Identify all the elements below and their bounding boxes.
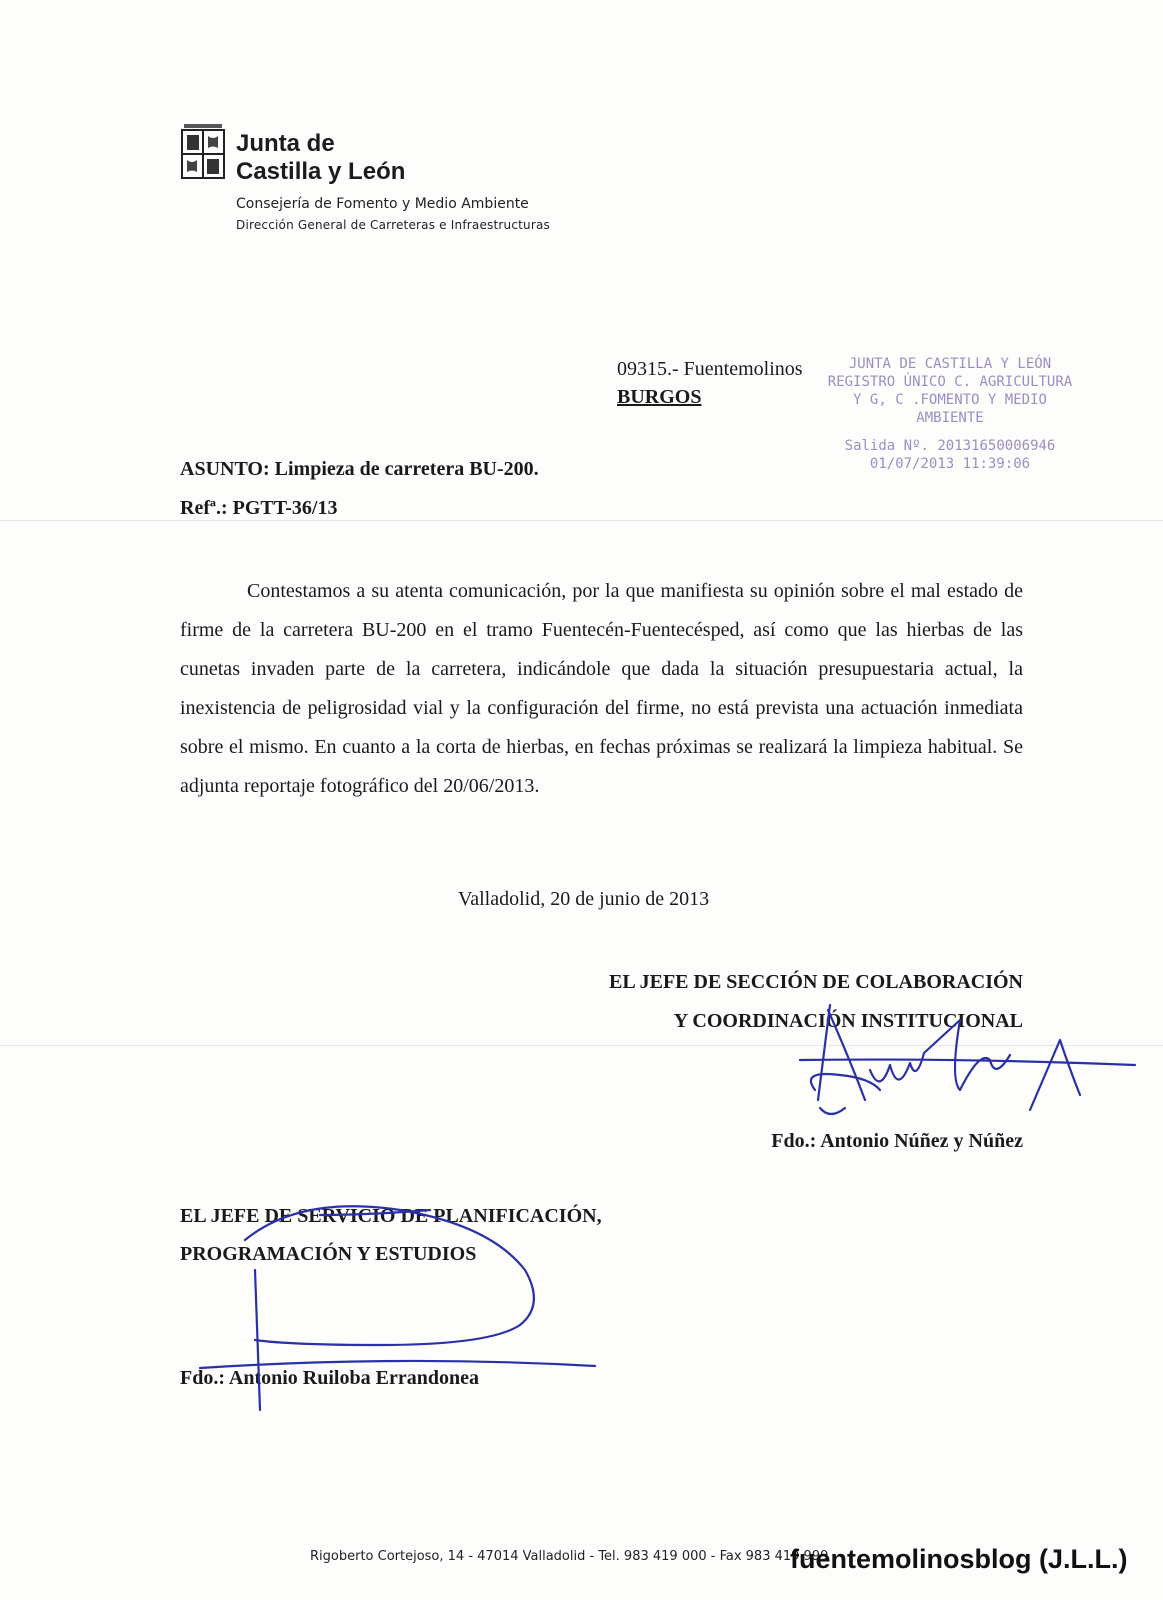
stamp-line: Y G, C .FOMENTO Y MEDIO xyxy=(853,392,1047,408)
signatory2-title-line1: EL JEFE DE SERVICIO DE PLANIFICACIÓN, xyxy=(180,1205,602,1227)
subject-line: ASUNTO: Limpieza de carretera BU-200. xyxy=(180,458,539,480)
fold-line xyxy=(0,1045,1163,1046)
reference-line: Refª.: PGTT-36/13 xyxy=(180,497,338,519)
fold-line xyxy=(0,520,1163,521)
org-line1: Junta de xyxy=(236,130,335,157)
addressee-line1: 09315.- Fuentemolinos xyxy=(617,358,803,380)
organization-name xyxy=(236,130,405,186)
stamp-line: REGISTRO ÚNICO C. AGRICULTURA xyxy=(827,374,1073,390)
department: Consejería de Fomento y Medio Ambiente xyxy=(236,196,529,212)
blog-watermark: fuentemolinosblog (J.L.L.) xyxy=(790,1544,1128,1574)
signatory1-title xyxy=(609,963,1023,1041)
signatory2-title-line2: PROGRAMACIÓN Y ESTUDIOS xyxy=(180,1243,477,1265)
letter-date: Valladolid, 20 de junio de 2013 xyxy=(458,888,710,910)
org-line2: Castilla y León xyxy=(236,158,406,185)
stamp-exit-number: Salida Nº. 20131650006946 xyxy=(844,438,1056,454)
signatory1-title-line1: EL JEFE DE SECCIÓN DE COLABORACIÓN xyxy=(609,971,1023,993)
signatory2-title xyxy=(180,1197,602,1273)
addressee-line2: BURGOS xyxy=(617,386,702,408)
signatory1-title-line2: Y COORDINACIÓN INSTITUCIONAL xyxy=(673,1010,1023,1032)
directorate: Dirección General de Carreteras e Infraestructuras xyxy=(236,218,550,232)
stamp-line: JUNTA DE CASTILLA Y LEÓN xyxy=(848,356,1052,372)
signatory2-name: Fdo.: Antonio Ruiloba Errandonea xyxy=(180,1367,479,1389)
footer-address: Rigoberto Cortejoso, 14 - 47014 Valladolid - Tel. 983 419 000 - Fax 983 419 999 xyxy=(310,1549,829,1564)
body-paragraph: Contestamos a su atenta comunicación, por la que manifiesta su opinión sobre el mal estado de firme de la carretera BU-200 en el tramo Fuentecén-Fuentecésped, así como que las hierbas de las cunetas invaden parte de la carretera, indicándole que dada la situación presupuestaria actual, la inexistencia de peligrosidad vial y la configuración del firme, no está prevista una actuación inmediata sobre el mismo. En cuanto a la corta de hierbas, en fechas próximas se realizará la limpieza habitual. Se adjunta reportaje fotográfico del 20/06/2013. xyxy=(180,580,1023,797)
signatory1-name: Fdo.: Antonio Núñez y Núñez xyxy=(771,1130,1023,1152)
coat-of-arms-icon xyxy=(180,122,226,182)
stamp-datetime: 01/07/2013 11:39:06 xyxy=(869,456,1031,472)
stamp-line: AMBIENTE xyxy=(916,410,984,426)
registry-stamp xyxy=(780,355,1120,473)
